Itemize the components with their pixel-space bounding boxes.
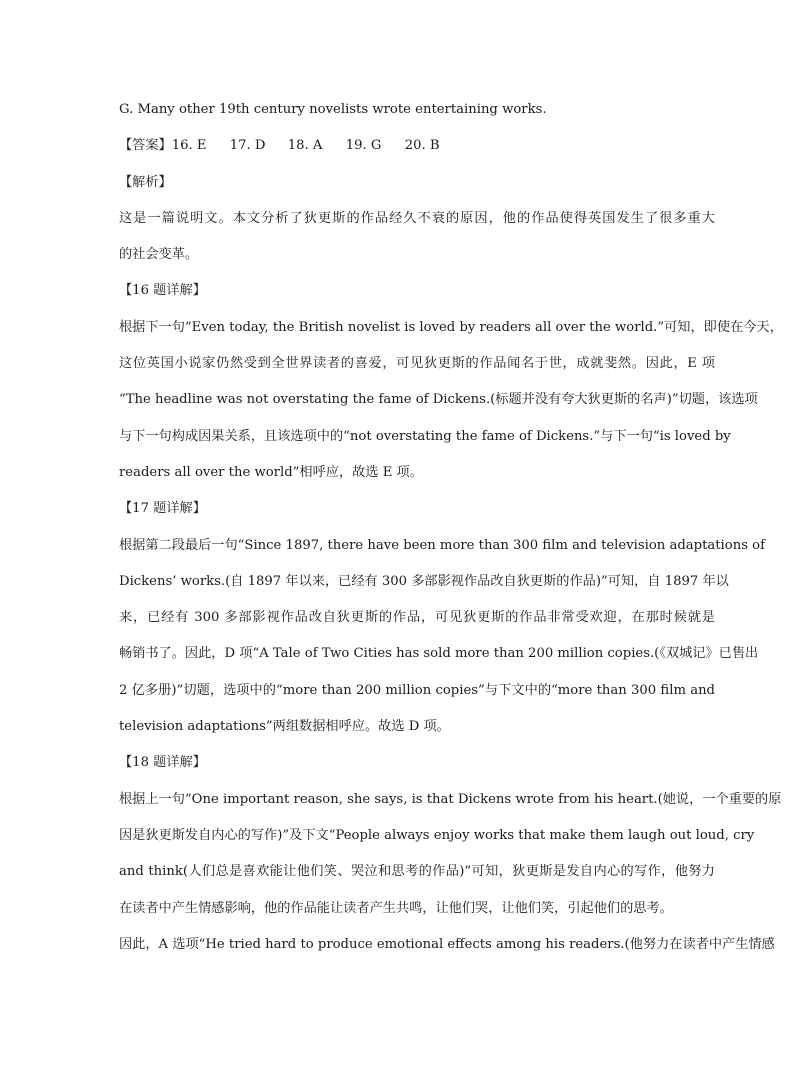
option-g-line: G. Many other 19th century novelists wrote entertaining works.: [119, 102, 547, 117]
q17-line: television adaptations”两组数据相呼应。故选 D 项。: [119, 719, 450, 735]
analysis-heading: 【解析】: [119, 174, 172, 190]
q17-heading: 【17 题详解】: [119, 501, 206, 517]
answer-line: [119, 128, 715, 164]
q16-line: 根据下一句“Even today, the British novelist is loved by readers all over the world.”可知，即使在今天，: [119, 319, 783, 335]
q18-line: 因是狄更斯发自内心的写作)”及下文“People always enjoy works that make them laugh out loud, cry: [119, 827, 755, 843]
q18-heading: 【18 题详解】: [119, 755, 206, 771]
answer-19: 19. G: [345, 138, 382, 154]
q17-line: 根据第二段最后一句“Since 1897, there have been more than 300 film and television adaptations of: [119, 537, 765, 553]
q16-line: 与下一句构成因果关系，且该选项中的“not overstating the fame of Dickens.”与下一句“is loved by: [119, 428, 731, 444]
analysis-line: 的社会变革。: [119, 247, 199, 263]
analysis-line: 这是一篇说明文。本文分析了狄更斯的作品经久不衰的原因，他的作品使得英国发生了很多重大: [119, 210, 715, 226]
answer-20: 20. B: [404, 138, 440, 154]
answer-label: 【答案】: [119, 138, 172, 154]
q18-line: and think(人们总是喜欢能让他们笑、哭泣和思考的作品)”可知，狄更斯是发自内心的写作，他努力: [119, 864, 715, 880]
answer-18: 18. A: [287, 138, 323, 154]
q18-line: 因此，A 选项“He tried hard to produce emotional effects among his readers.(他努力在读者中产生情感: [119, 936, 775, 952]
q16-heading: 【16 题详解】: [119, 283, 206, 299]
answer-17: 17. D: [229, 138, 266, 154]
q17-line: 2 亿多册)”切题，选项中的“more than 200 million copies”与下文中的“more than 300 film and: [119, 682, 715, 698]
q17-line: Dickens’ works.(自 1897 年以来，已经有 300 多部影视作品改自狄更斯的作品)”可知，自 1897 年以: [119, 573, 729, 589]
q18-line: 根据上一句“One important reason, she says, is that Dickens wrote from his heart.(她说，一个重要的原: [119, 791, 782, 807]
document-page: [119, 92, 783, 963]
q16-line: “The headline was not overstating the fame of Dickens.(标题并没有夸大狄更斯的名声)”切题，该选项: [119, 392, 758, 408]
q16-line: readers all over the world”相呼应，故选 E 项。: [119, 464, 423, 480]
q16-line: 这位英国小说家仍然受到全世界读者的喜爱，可见狄更斯的作品闻名于世，成就斐然。因此，E 项: [119, 356, 715, 372]
q18-line: 在读者中产生情感影响，他的作品能让读者产生共鸣，让他们哭，让他们笑，引起他们的思考。: [119, 900, 673, 916]
q17-line: 畅销书了。因此，D 项“A Tale of Two Cities has sold more than 200 million copies.(《双城记》已售出: [119, 646, 759, 662]
q17-line: 来，已经有 300 多部影视作品改自狄更斯的作品，可见狄更斯的作品非常受欢迎，在那时候就是: [119, 610, 715, 626]
answer-16: 16. E: [171, 138, 207, 154]
